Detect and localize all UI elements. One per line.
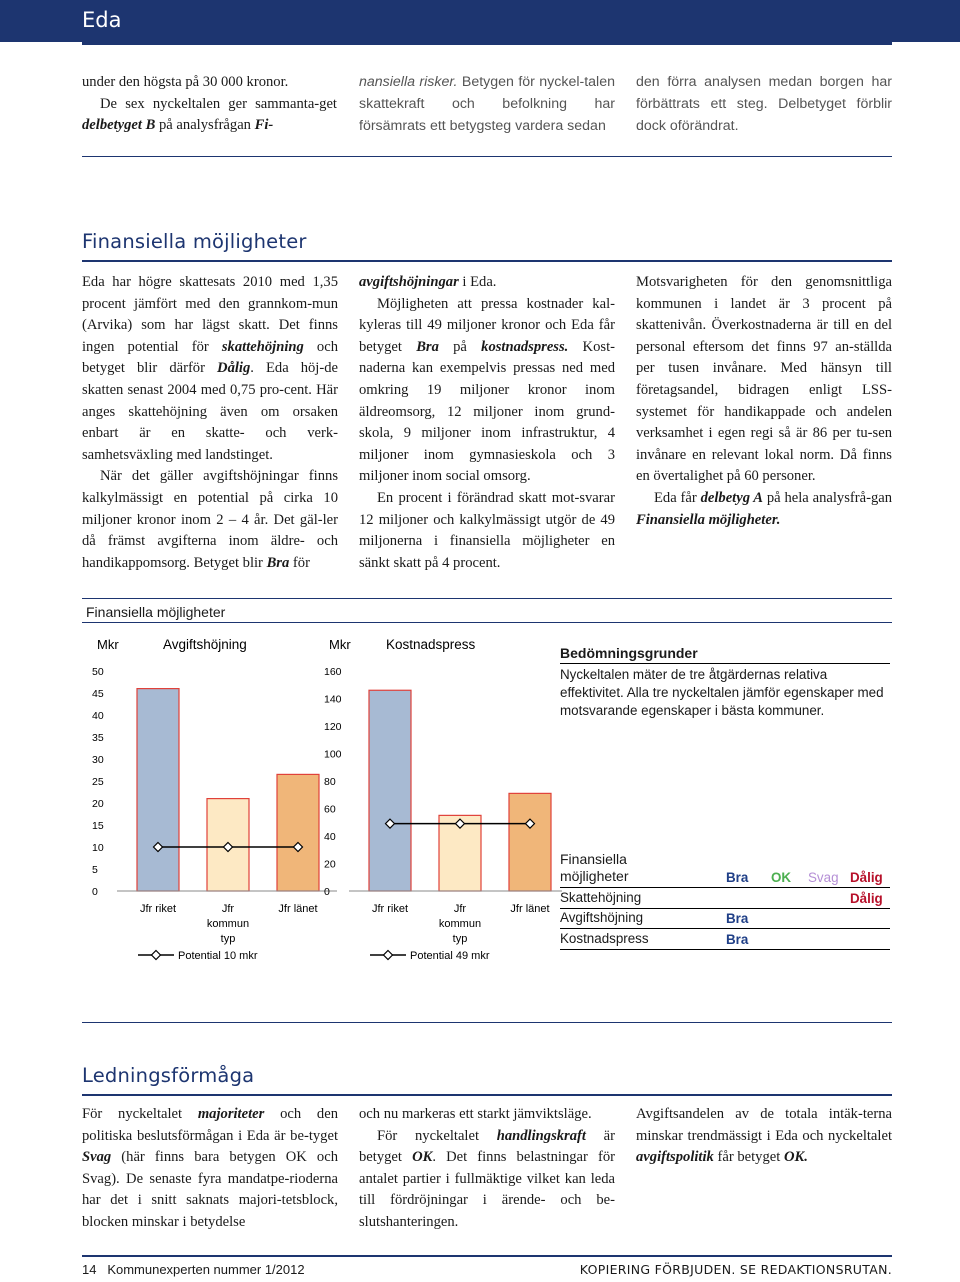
scale-bra: Bra <box>726 870 749 885</box>
y-tick-label: 5 <box>92 864 98 876</box>
legend-marker <box>384 951 393 960</box>
intro-para-3: nansiella risker. Betygen för nyckel-talen skattekraft och befolkning har försämrats ett betygsteg vardera sedan <box>359 74 615 134</box>
led-column-1 <box>82 1104 338 1234</box>
legend-label: Potential 49 mkr <box>410 950 490 962</box>
legend-marker <box>152 951 161 960</box>
bedomning-text: Nyckeltalen mäter de tre åtgärdernas relativa effektivitet. Alla tre nyckeltalen jämför egenskaper med motsvarande egenskaper i bästa kommuner. <box>560 667 884 718</box>
y-tick-label: 80 <box>324 776 336 788</box>
y-tick-label: 50 <box>92 666 104 678</box>
magazine-name: Kommunexperten nummer 1/2012 <box>107 1262 305 1277</box>
grade-table-header <box>560 850 890 888</box>
fin-para-6: Motsvarigheten för den genomsnittliga kommunen i landet är 3 procent på skattenivån. Överkostnaderna är till en del personal eftersom det finns 97 an-ställda per tusen invånare. Med hänsyn till företagsandel, bidragen enligt LSS-systemet för handikappade och andelen verksamhet i egen regi så är 86 per tu-sen invånare en relevant lokal norm. Då finns en övertalighet på 60 personer. <box>636 274 892 485</box>
led-column-2 <box>359 1104 615 1234</box>
fin-para-5: En procent i förändrad skatt mot-svarar 12 miljoner och kalkylmässigt utgör de 49 miljonerna i finansiella möjligheter en sänkt skatt på 4 procent. <box>359 489 615 571</box>
section-rule-ledning <box>82 1094 892 1096</box>
chart-ylabel: Mkr <box>97 637 119 652</box>
figure-top-rule <box>82 598 892 599</box>
fin-para-2: När det gäller avgiftshöjningar finns kalkylmässigt en potential på cirka 10 miljoner kronor inom 2 – 4 år. Det gäl-ler då främst avgifterna inom äldre- och handikappomsorg. Betyget blir Bra för <box>82 468 338 571</box>
y-tick-label: 10 <box>92 842 104 854</box>
footer-copyright: KOPIERING FÖRBJUDEN. SE REDAKTIONSRUTAN. <box>579 1262 892 1277</box>
fin-para-7: Eda får delbetyg A på hela analysfrå-gan Finansiella möjligheter. <box>636 489 893 528</box>
fin-para-4: Möjligheten att pressa kostnader kal-kyleras till 49 miljoner kronor och Eda får betyget Bra på kostnadspress. Kost-naderna kan exempelvis pressas ned med omkring 19 miljoner kronor inom äldreomsorg, 12 miljoner inom grund-skola, 9 miljoner inom infrastruktur, 4 miljoner inom gymnasieskola och 3 miljoner inom social omsorg. <box>359 295 615 485</box>
section-title-finansiella: Finansiella möjligheter <box>82 230 307 253</box>
intro-column-3 <box>636 71 892 137</box>
fin-column-2 <box>359 272 615 574</box>
chart-ylabel: Mkr <box>329 637 351 652</box>
led-para-3: För nyckeltalet handlingskraft är betyget OK. Det finns belastningar för antalet partier i fullmäktige vilket kan leda till fördröjningar i ärende- och be-slutshanteringen. <box>359 1127 615 1230</box>
x-tick-label: Jfr kommun typ <box>438 903 482 945</box>
fin-column-1 <box>82 272 338 574</box>
scale-ok: OK <box>771 870 792 885</box>
y-tick-label: 35 <box>92 732 104 744</box>
bedomning-box <box>560 644 890 720</box>
bar <box>137 689 179 891</box>
intro-column-1 <box>82 72 337 137</box>
y-tick-label: 140 <box>324 693 342 706</box>
x-tick-label: Jfr riket <box>371 903 409 915</box>
y-tick-label: 20 <box>324 858 336 871</box>
footer-left <box>82 1262 305 1277</box>
y-tick-label: 60 <box>324 803 336 816</box>
y-tick-label: 25 <box>92 776 104 788</box>
chart-title: Avgiftshöjning <box>163 637 247 652</box>
y-tick-label: 160 <box>324 666 342 678</box>
led-para-1: För nyckeltalet majoriteter och den politiska beslutsförmågan i Eda är be-tyget Svag (här finns bara betygen OK och Svag). De senaste fyra mandatpe-rioderna har det i snitt saknats majori-tetsblock, blocken minskar i betydelse <box>82 1106 338 1230</box>
y-tick-label: 100 <box>324 748 342 761</box>
intro-rule <box>82 156 892 157</box>
chart-title: Kostnadspress <box>386 637 476 652</box>
bar <box>369 690 411 891</box>
bedomning-title: Bedömningsgrunder <box>560 644 890 664</box>
grade-value: Bra <box>726 911 749 926</box>
page-number: 14 <box>82 1262 97 1277</box>
grade-row-skattehojning: Skattehöjning Dålig <box>560 888 890 909</box>
intro-para-4: den förra analysen medan borgen har förbättrats ett steg. Delbetyget förblir dock oförändrat. <box>636 74 892 134</box>
intro-para-2: De sex nyckeltalen ger sammanta-get delbetyget B på analysfrågan Fi- <box>82 95 337 134</box>
figure-label-rule <box>82 622 892 623</box>
led-para-2: och nu markeras ett starkt jämviktsläge. <box>359 1106 592 1122</box>
bar <box>277 774 319 891</box>
led-column-3 <box>636 1104 892 1169</box>
legend-label: Potential 10 mkr <box>178 950 258 962</box>
scale-dalig: Dålig <box>850 870 883 885</box>
section-rule-finansiella <box>82 260 892 262</box>
figure-charts <box>82 625 562 973</box>
section-title-ledning: Ledningsförmåga <box>82 1064 255 1087</box>
y-tick-label: 0 <box>92 886 98 898</box>
x-tick-label: Jfr länet <box>278 903 318 915</box>
footer-rule <box>82 1255 892 1257</box>
figure-label: Finansiella möjligheter <box>86 604 226 620</box>
y-tick-label: 40 <box>324 831 336 843</box>
intro-column-2 <box>359 71 615 137</box>
scale-svag: Svag <box>808 870 839 885</box>
grade-value: Bra <box>726 931 749 947</box>
y-tick-label: 30 <box>92 754 104 766</box>
grade-table-title: Finansiella möjligheter <box>560 851 629 884</box>
fin-para-1: Eda har högre skattesats 2010 med 1,35 procent jämfört med den grannkom-mun (Arvika) som har lägst skatt. Det finns ingen potential för skattehöjning och betyget blir därför Dålig. Eda höj-de skatten senast 2004 med 0,75 pro-cent. Här anges skattehöjning även om orsaken enbart är en skatte- och verk-samhetsväxling med landstinget. <box>82 274 338 463</box>
intro-para-1: under den högsta på 30 000 kronor. <box>82 74 289 90</box>
y-tick-label: 0 <box>324 886 330 898</box>
y-tick-label: 120 <box>324 721 342 733</box>
grade-row-avgiftshojning: Avgiftshöjning Bra <box>560 909 890 930</box>
y-tick-label: 45 <box>92 688 104 700</box>
fin-column-3 <box>636 272 892 531</box>
grade-value: Dålig <box>850 890 883 906</box>
x-tick-label: Jfr länet <box>510 903 550 915</box>
x-tick-label: Jfr riket <box>139 903 177 915</box>
x-tick-label: Jfr kommun typ <box>206 903 250 945</box>
y-tick-label: 20 <box>92 798 104 810</box>
bar <box>509 793 551 891</box>
fin-para-3: avgiftshöjningar i Eda. <box>359 274 497 290</box>
header-bar <box>0 0 960 42</box>
header-rule <box>82 42 892 45</box>
grade-row-kostnadspress: Kostnadspress Bra <box>560 929 890 950</box>
grade-table <box>560 850 890 950</box>
figure-bottom-rule <box>82 1022 892 1023</box>
led-para-4: Avgiftsandelen av de totala intäk-terna minskar trendmässigt i Eda och nyckeltalet avgiftspolitik får betyget OK. <box>636 1106 892 1166</box>
y-tick-label: 40 <box>92 710 104 722</box>
y-tick-label: 15 <box>92 820 104 832</box>
header-title: Eda <box>82 8 122 32</box>
